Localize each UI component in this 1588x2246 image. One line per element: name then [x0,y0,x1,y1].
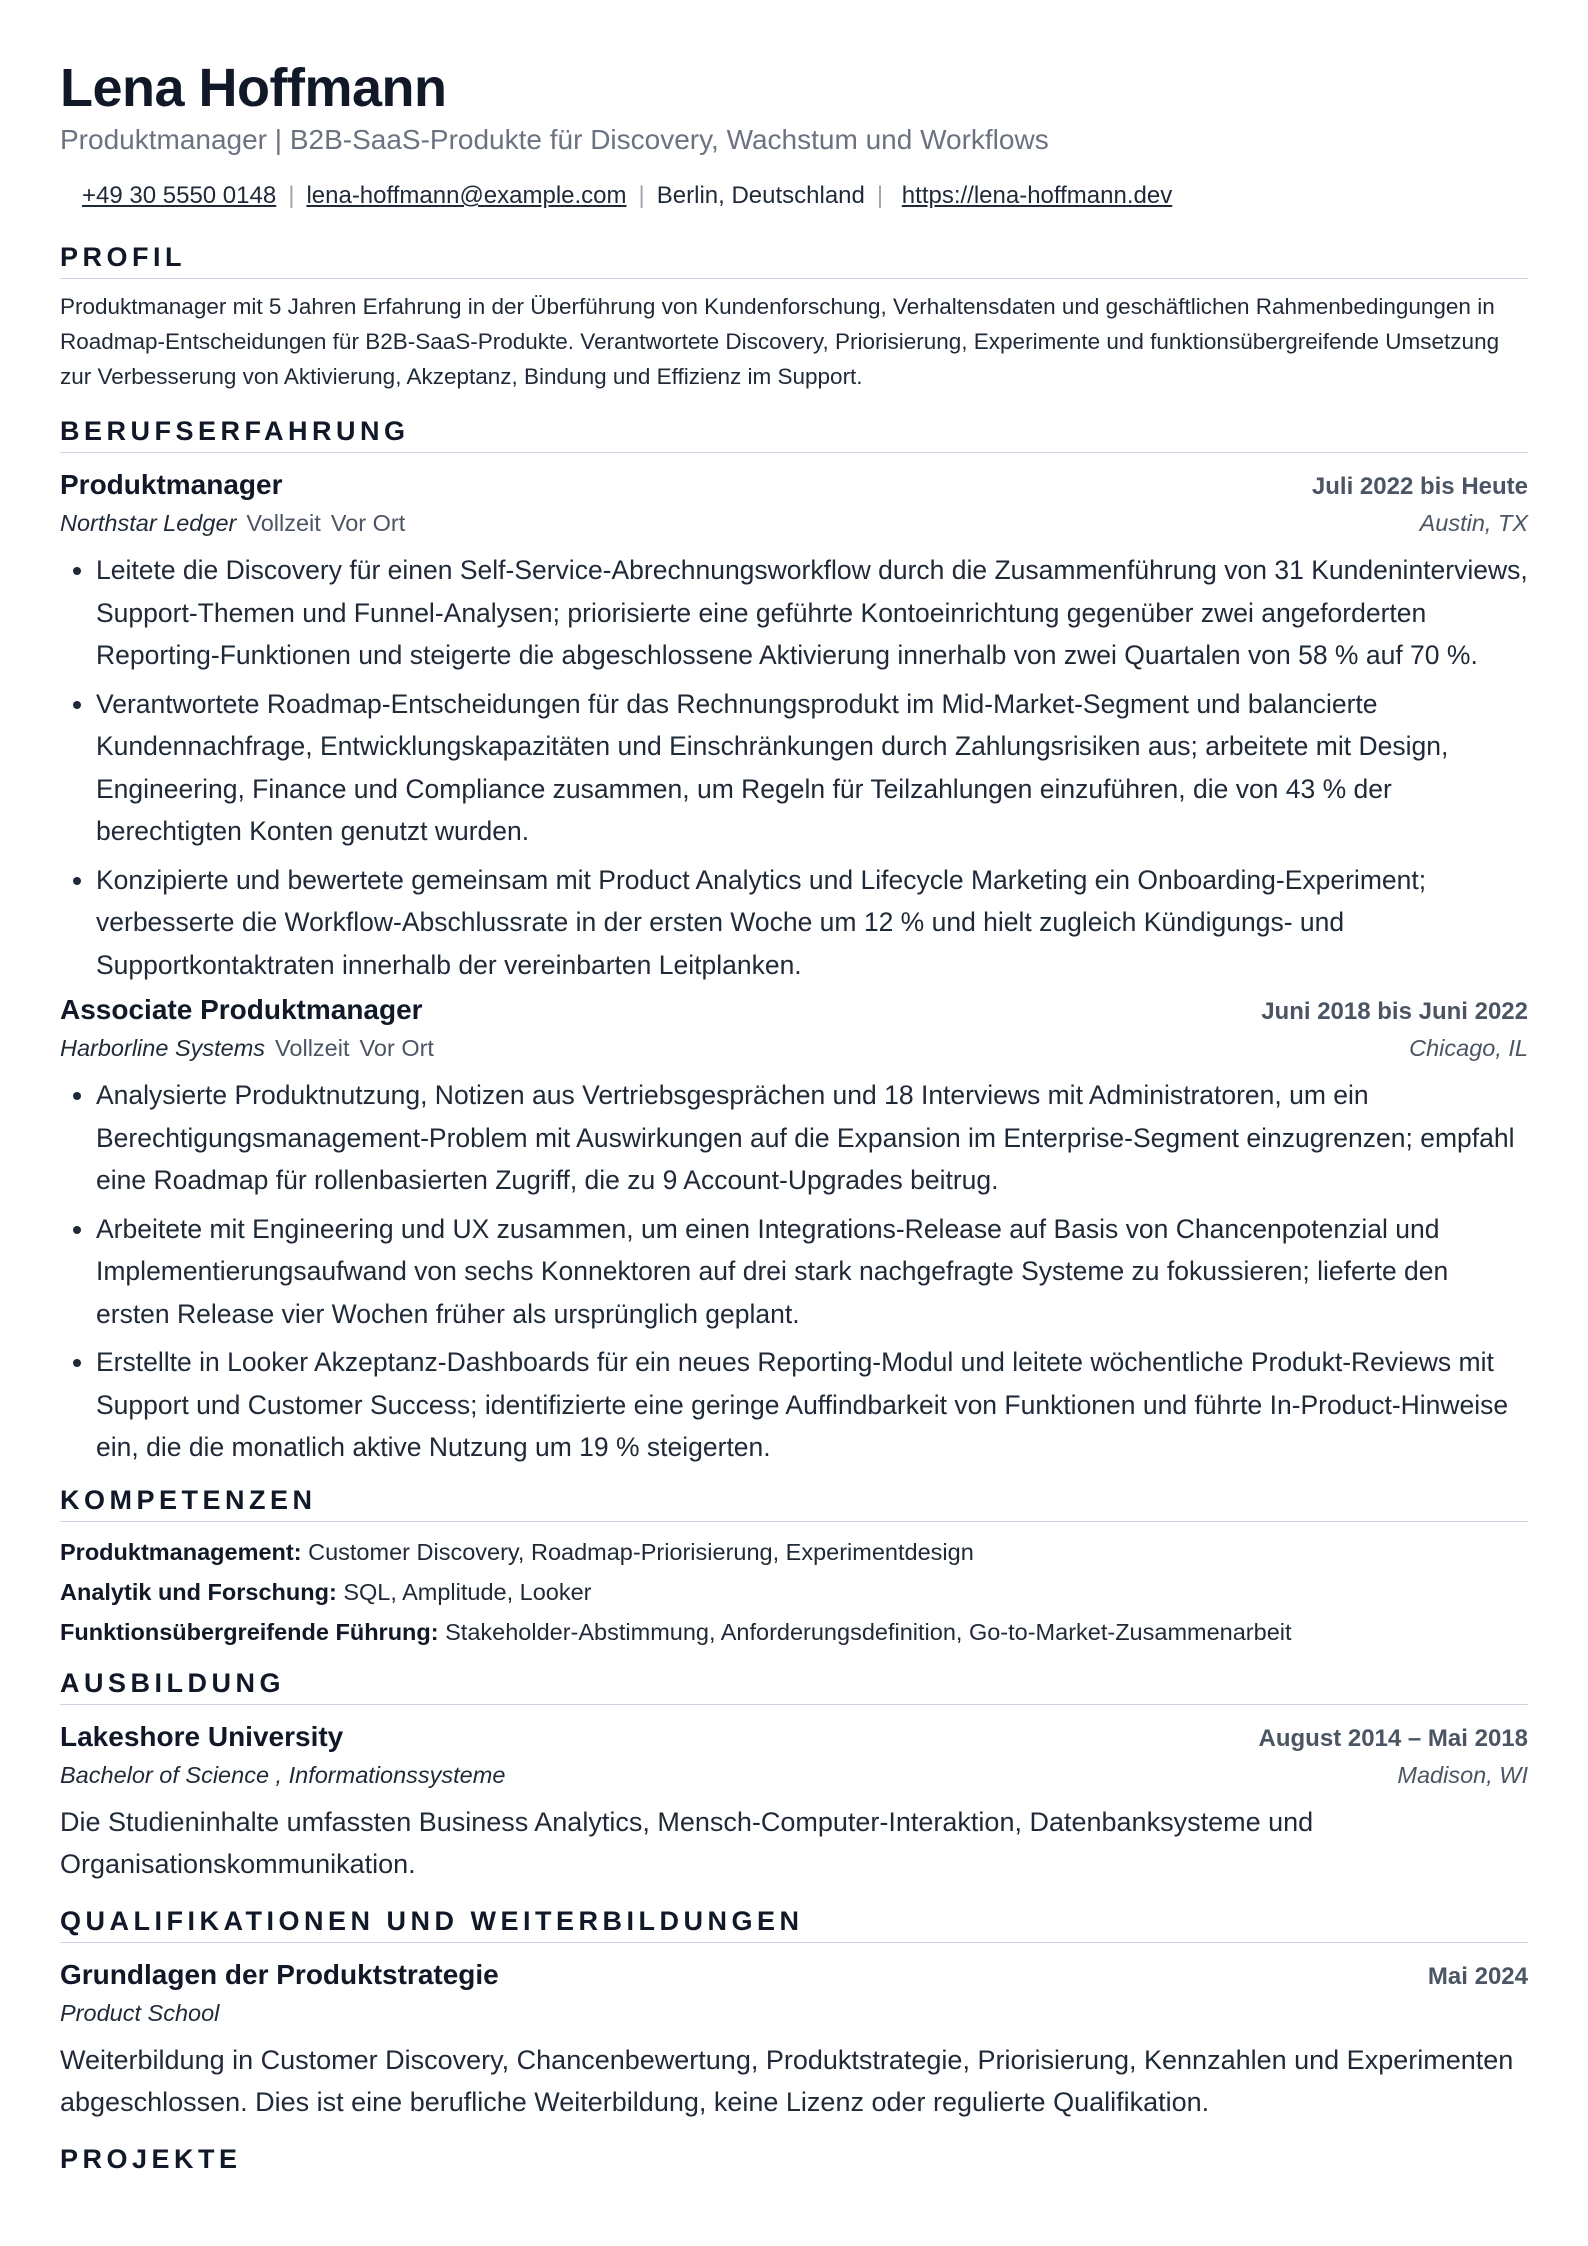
job-bullet: • Konzipierte und bewertete gemeinsam mit Product Analytics und Lifecycle Marketing ein Onboarding-Experiment; verbesserte die Workflow-Abschlussrate in der ersten Woche um 12 % und hielt zugleich Kündigungs- und Supportkontaktraten innerhalb der vereinbarten Leitplanken. [96,859,1528,987]
job-bullet: • Arbeitete mit Engineering und UX zusammen, um einen Integrations-Release auf Basis von Chancenpotenzial und Implementierungsaufwand von sechs Konnektoren auf drei stark nachgefragte Systeme zu fokussieren; lieferte den ersten Release vier Wochen früher als ursprünglich geplant. [96,1208,1528,1336]
skill-label: Analytik und Forschung: [60,1578,337,1605]
job-entry [60,992,1528,1469]
job-bullets [60,1074,1528,1469]
job-mode: Vor Ort [359,1035,434,1061]
education-location: Madison, WI [1397,1761,1528,1788]
job-bullet: • Leitete die Discovery für einen Self-Service-Abrechnungsworkflow durch die Zusammenführung von 31 Kundeninterviews, Support-Themen und Funnel-Analysen; priorisierte eine geführte Kontoeinrichtung gegenüber zwei angeforderten Reporting-Funktionen und steigerte die abgeschlossene Aktivierung innerhalb von zwei Quartalen von 58 % auf 70 %. [96,549,1528,677]
contact-separator: | [876,182,884,209]
section-title-projects: PROJEKTE [60,2143,242,2174]
job-entry [60,467,1528,986]
skill-row [60,1532,1528,1572]
education-section [60,1666,1528,1886]
job-bullet: • Verantwortete Roadmap-Entscheidungen für das Rechnungsprodukt im Mid-Market-Segment und balancierte Kundennachfrage, Entwicklungskapazitäten und Einschränkungen durch Zahlungsrisiken aus; arbeitete mit Design, Engineering, Finance und Compliance zusammen, um Regeln für Teilzahlungen einzuführen, die von 43 % der berechtigten Konten genutzt wurden. [96,683,1528,853]
skill-row [60,1572,1528,1612]
school-name: Lakeshore University [60,1720,344,1752]
email-link[interactable]: lena-hoffmann@example.com [306,182,627,209]
skill-label: Produktmanagement: [60,1538,302,1565]
job-location: Austin, TX [1419,510,1528,536]
skill-value: SQL, Amplitude, Looker [343,1578,592,1605]
phone-link[interactable]: +49 30 5550 0148 [82,182,277,209]
job-company: Harborline Systems [60,1035,266,1061]
candidate-headline: Produktmanager | B2B-SaaS-Produkte für Discovery, Wachstum und Workflows [60,124,1049,155]
profile-summary: Produktmanager mit 5 Jahren Erfahrung in der Überführung von Kundenforschung, Verhaltensdaten und geschäftlichen Rahmenbedingungen in Roadmap-Entscheidungen für B2B-SaaS-Produkte. Verantwortete Discovery, Priorisierung, Experimente und funktionsübergreifende Umsetzung zur Verbesserung von Aktivierung, Akzeptanz, Bindung und Effizienz im Support. [60,294,1500,389]
job-dates: Juni 2018 bis Juni 2022 [1261,998,1528,1025]
qualification-provider: Product School [60,1999,220,2026]
job-bullet: • Erstellte in Looker Akzeptanz-Dashboards für ein neues Reporting-Modul und leitete wöchentliche Produkt-Reviews mit Support und Customer Success; identifizierte eine geringe Auffindbarkeit von Funktionen und führte In-Product-Hinweise ein, die die monatlich aktive Nutzung um 19 % steigerten. [96,1341,1528,1469]
skill-value: Stakeholder-Abstimmung, Anforderungsdefinition, Go-to-Market-Zusammenarbeit [445,1618,1292,1645]
qualifications-section [60,1904,1528,2124]
education-dates: August 2014 – Mai 2018 [1258,1724,1528,1752]
job-bullet: • Analysierte Produktnutzung, Notizen aus Vertriebsgesprächen und 18 Interviews mit Administratoren, um ein Berechtigungsmanagement-Problem mit Auswirkungen auf die Expansion im Enterprise-Segment einzugrenzen; empfahl eine Roadmap für rollenbasierten Zugriff, die zu 9 Account-Upgrades beitrug. [96,1074,1528,1202]
website-link[interactable]: https://lena-hoffmann.dev [901,182,1173,209]
job-mode: Vor Ort [330,510,406,536]
skill-row [60,1612,1528,1652]
qualification-date: Mai 2024 [1427,1962,1528,1990]
job-bullets [60,549,1528,986]
section-title-skills: KOMPETENZEN [60,1483,1528,1522]
profile-section [60,240,1528,394]
contact-line [60,180,1528,212]
education-entry [60,1719,1528,1886]
degree-name: Bachelor of Science , Informationssysteme [60,1761,506,1788]
skills-list [60,1532,1528,1652]
section-title-experience: BERUFSERFAHRUNG [60,414,1528,453]
education-description: Die Studieninhalte umfassten Business Analytics, Mensch-Computer-Interaktion, Datenbanksysteme und Organisationskommunikation. [60,1806,1314,1879]
qualification-name: Grundlagen der Produktstrategie [60,1958,499,1990]
experience-section [60,414,1528,1469]
job-dates: Juli 2022 bis Heute [1311,473,1528,500]
candidate-name: Lena Hoffmann [60,58,447,118]
job-company: Northstar Ledger [60,510,237,536]
section-title-education: AUSBILDUNG [60,1666,1528,1705]
contact-separator: | [638,182,645,209]
job-location: Chicago, IL [1409,1035,1528,1061]
section-title-qualifications: QUALIFIKATIONEN UND WEITERBILDUNGEN [60,1904,1528,1943]
projects-section [60,2142,1528,2180]
section-title-profile: PROFIL [60,240,1528,279]
resume-header [60,56,1528,212]
location-text: Berlin, Deutschland [656,182,865,209]
qualification-entry [60,1957,1528,2124]
job-type: Vollzeit [275,1035,350,1061]
qualification-description: Weiterbildung in Customer Discovery, Chancenbewertung, Produktstrategie, Priorisierung, Kennzahlen und Experimenten abgeschlossen. Dies ist eine berufliche Weiterbildung, keine Lizenz oder regulierte Qualifikation. [60,2044,1514,2117]
skills-section [60,1483,1528,1652]
contact-separator: | [288,182,295,209]
job-type: Vollzeit [246,510,321,536]
job-role: Produktmanager [60,469,283,500]
job-role: Associate Produktmanager [60,994,423,1025]
skill-value: Customer Discovery, Roadmap-Priorisierung, Experimentdesign [308,1538,974,1565]
skill-label: Funktionsübergreifende Führung: [60,1618,439,1645]
